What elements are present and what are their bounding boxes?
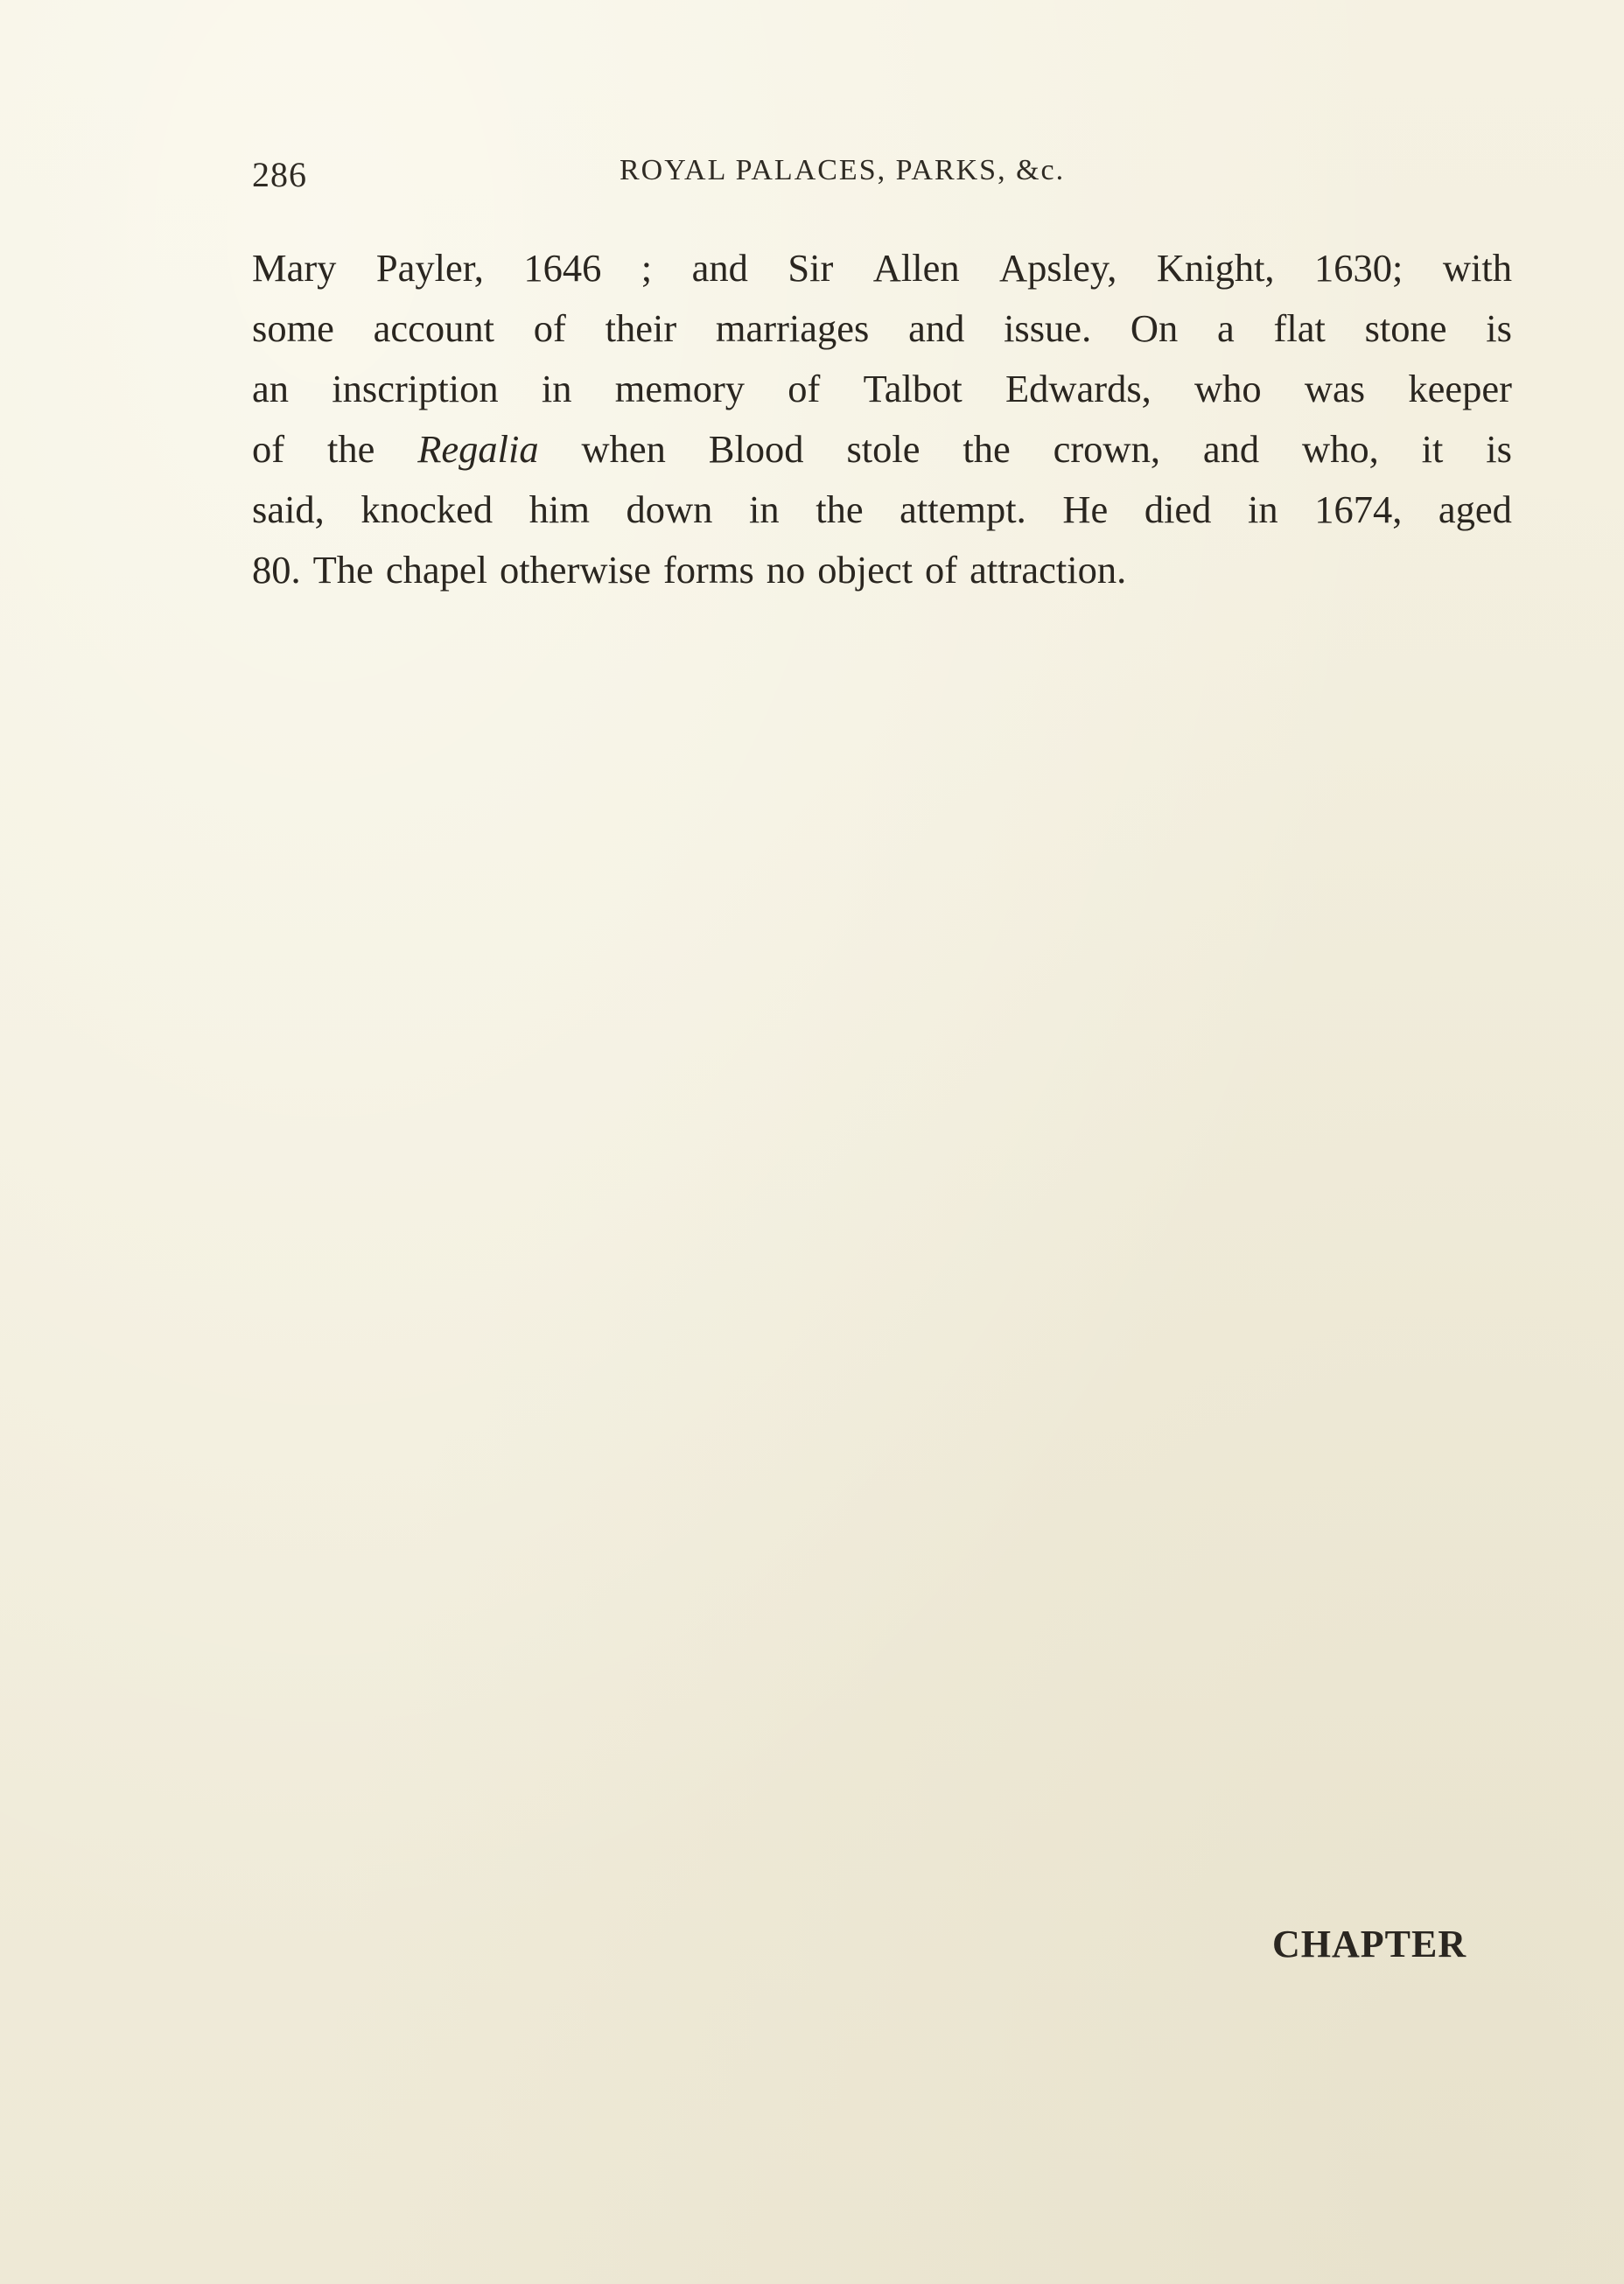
word: of [533, 306, 566, 350]
word: 1646 [523, 246, 602, 290]
word: is [1486, 306, 1512, 350]
word: inscription [332, 367, 499, 410]
word: it [1421, 427, 1444, 471]
word: of [788, 367, 821, 410]
word: stone [1364, 306, 1447, 350]
word: said, [252, 487, 325, 531]
word: in [749, 487, 780, 531]
text-line [252, 359, 1512, 419]
word: Mary [252, 246, 337, 290]
word: and [1202, 427, 1260, 471]
word: ; [640, 246, 653, 290]
word: Knight, [1156, 246, 1275, 290]
word: 80. [252, 548, 301, 592]
text-line [252, 298, 1512, 359]
word: who, [1301, 427, 1379, 471]
text-line [252, 238, 1512, 298]
word: the [326, 427, 375, 471]
text-line [252, 480, 1512, 540]
word: He [1062, 487, 1109, 531]
word: died [1144, 487, 1212, 531]
word: Regalia [417, 427, 539, 471]
word: attempt. [900, 487, 1026, 531]
word: On [1130, 306, 1179, 350]
word: in [541, 367, 572, 410]
word: of [925, 548, 958, 592]
word: knocked [360, 487, 494, 531]
word: an [252, 367, 290, 410]
word: 1630; [1314, 246, 1404, 290]
word: no [766, 548, 806, 592]
word: Edwards, [1004, 367, 1152, 410]
word: issue. [1004, 306, 1092, 350]
word: Sir [788, 246, 834, 290]
word: chapel [385, 548, 487, 592]
word: their [605, 306, 677, 350]
word: flat [1273, 306, 1326, 350]
word: when [581, 427, 666, 471]
show-through-texture [262, 613, 1505, 1190]
word: him [528, 487, 590, 531]
word: 1674, [1314, 487, 1403, 531]
word: aged [1438, 487, 1512, 531]
word: memory [614, 367, 746, 410]
word: account [373, 306, 495, 350]
text-line [252, 419, 1512, 480]
word: in [1248, 487, 1278, 531]
word: stole [846, 427, 920, 471]
running-head-title: ROYAL PALACES, PARKS, &c. [620, 154, 1066, 186]
word: Talbot [863, 367, 962, 410]
word: the [816, 487, 864, 531]
running-head [252, 147, 1512, 200]
word: and [691, 246, 748, 290]
word: the [962, 427, 1011, 471]
word: Payler, [375, 246, 484, 290]
word: marriages [715, 306, 870, 350]
word: of [252, 427, 285, 471]
word: Allen [872, 246, 960, 290]
word: keeper [1408, 367, 1512, 410]
word: a [1217, 306, 1235, 350]
word: Blood [708, 427, 804, 471]
word: attraction. [970, 548, 1127, 592]
word: with [1442, 246, 1512, 290]
word: forms [662, 548, 754, 592]
word: down [626, 487, 713, 531]
word: who [1194, 367, 1262, 410]
word: The [312, 548, 374, 592]
word: otherwise [499, 548, 651, 592]
word: and [908, 306, 965, 350]
word: some [252, 306, 334, 350]
word: is [1486, 427, 1512, 471]
word: crown, [1053, 427, 1160, 471]
word: object [817, 548, 914, 592]
catchword: CHAPTER [1272, 1923, 1467, 1965]
body-paragraph [252, 238, 1512, 600]
page-number: 286 [252, 155, 307, 194]
text-line [252, 540, 1512, 600]
word: Apsley, [999, 246, 1117, 290]
word: was [1304, 367, 1366, 410]
